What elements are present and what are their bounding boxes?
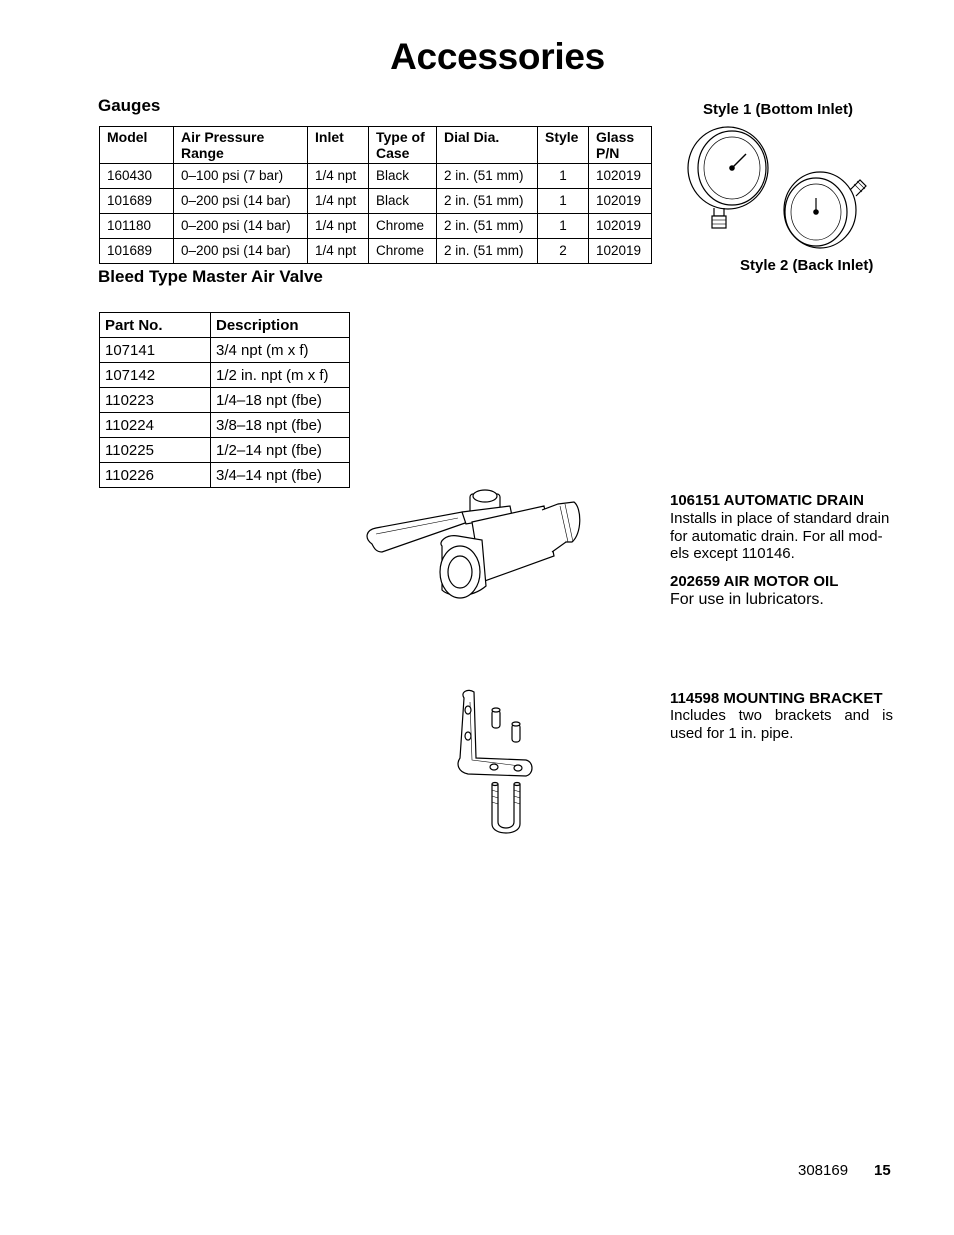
cell-description: 3/4 npt (m x f): [211, 338, 350, 363]
cell-part-no: 110225: [100, 438, 211, 463]
cell-inlet: 1/4 npt: [308, 164, 369, 189]
gauges-table: [99, 126, 652, 264]
table-row: [100, 363, 350, 388]
cell-part-no: 110226: [100, 463, 211, 488]
col-part-no: Part No.: [100, 313, 211, 338]
cell-model: 101180: [100, 214, 174, 239]
table-row: [100, 164, 652, 189]
table-row: [100, 239, 652, 264]
mounting-bracket-icon: [450, 688, 540, 838]
oil-title: 202659 AIR MOTOR OIL: [670, 573, 839, 590]
cell-case: Black: [369, 164, 437, 189]
cell-style: 1: [538, 214, 589, 239]
cell-dial: 2 in. (51 mm): [437, 214, 538, 239]
cell-model: 101689: [100, 239, 174, 264]
table-row: [100, 413, 350, 438]
cell-part-no: 110223: [100, 388, 211, 413]
gauges-header-row: [100, 127, 652, 164]
cell-inlet: 1/4 npt: [308, 214, 369, 239]
cell-part-no: 110224: [100, 413, 211, 438]
drain-desc-line: Installs in place of standard drain: [670, 510, 890, 527]
cell-range: 0–200 psi (14 bar): [174, 189, 308, 214]
cell-style: 1: [538, 164, 589, 189]
doc-number: 308169: [798, 1162, 849, 1179]
cell-range: 0–100 psi (7 bar): [174, 164, 308, 189]
cell-case: Chrome: [369, 239, 437, 264]
cell-style: 1: [538, 189, 589, 214]
style2-label: Style 2 (Back Inlet): [740, 257, 874, 274]
cell-dial: 2 in. (51 mm): [437, 164, 538, 189]
cell-case: Black: [369, 189, 437, 214]
gauges-heading: Gauges: [98, 96, 161, 115]
drain-desc-line: for automatic drain. For all mod-: [670, 527, 883, 545]
bracket-title: 114598 MOUNTING BRACKET: [670, 690, 883, 707]
cell-model: 101689: [100, 189, 174, 214]
cell-description: 1/2–14 npt (fbe): [211, 438, 350, 463]
drain-desc-line: els except 110146.: [670, 545, 795, 562]
table-row: [100, 438, 350, 463]
cell-model: 160430: [100, 164, 174, 189]
valve-heading: Bleed Type Master Air Valve: [98, 267, 323, 286]
cell-range: 0–200 psi (14 bar): [174, 214, 308, 239]
cell-glass: 102019: [589, 239, 652, 264]
table-row: [100, 463, 350, 488]
table-row: [100, 214, 652, 239]
col-description: Description: [211, 313, 350, 338]
cell-description: 1/2 in. npt (m x f): [211, 363, 350, 388]
cell-glass: 102019: [589, 164, 652, 189]
cell-case: Chrome: [369, 214, 437, 239]
bracket-desc-line: used for 1 in. pipe.: [670, 724, 794, 742]
cell-range: 0–200 psi (14 bar): [174, 239, 308, 264]
cell-dial: 2 in. (51 mm): [437, 189, 538, 214]
cell-glass: 102019: [589, 189, 652, 214]
style1-label: Style 1 (Bottom Inlet): [703, 101, 854, 118]
cell-glass: 102019: [589, 214, 652, 239]
table-row: [100, 189, 652, 214]
page-number: 15: [874, 1162, 891, 1179]
cell-description: 3/8–18 npt (fbe): [211, 413, 350, 438]
cell-inlet: 1/4 npt: [308, 239, 369, 264]
drain-description: [670, 510, 896, 563]
col-type-of-case: Type of Case: [369, 127, 437, 164]
col-air-pressure-range: Air Pressure Range: [174, 127, 308, 164]
gauge-illustration: [680, 120, 880, 250]
cell-style: 2: [538, 239, 589, 264]
table-row: [100, 338, 350, 363]
ball-valve-icon: [362, 486, 582, 606]
valve-header-row: [100, 313, 350, 338]
cell-part-no: 107141: [100, 338, 211, 363]
col-model: Model: [100, 127, 174, 164]
col-inlet: Inlet: [308, 127, 369, 164]
drain-title: 106151 AUTOMATIC DRAIN: [670, 492, 864, 509]
cell-description: 1/4–18 npt (fbe): [211, 388, 350, 413]
cell-dial: 2 in. (51 mm): [437, 239, 538, 264]
oil-description: For use in lubricators.: [670, 591, 824, 608]
col-glass-pn: Glass P/N: [589, 127, 652, 164]
cell-part-no: 107142: [100, 363, 211, 388]
col-dial-dia: Dial Dia.: [437, 127, 538, 164]
page-title: Accessories: [390, 36, 605, 77]
valve-table: [99, 312, 350, 488]
table-row: [100, 388, 350, 413]
gauge-style1-icon: [688, 127, 768, 228]
col-style: Style: [538, 127, 589, 164]
cell-description: 3/4–14 npt (fbe): [211, 463, 350, 488]
gauge-style2-icon: [784, 172, 866, 248]
bracket-description: [670, 707, 893, 742]
cell-inlet: 1/4 npt: [308, 189, 369, 214]
bracket-desc-line: Includes two brackets and is: [670, 707, 893, 724]
